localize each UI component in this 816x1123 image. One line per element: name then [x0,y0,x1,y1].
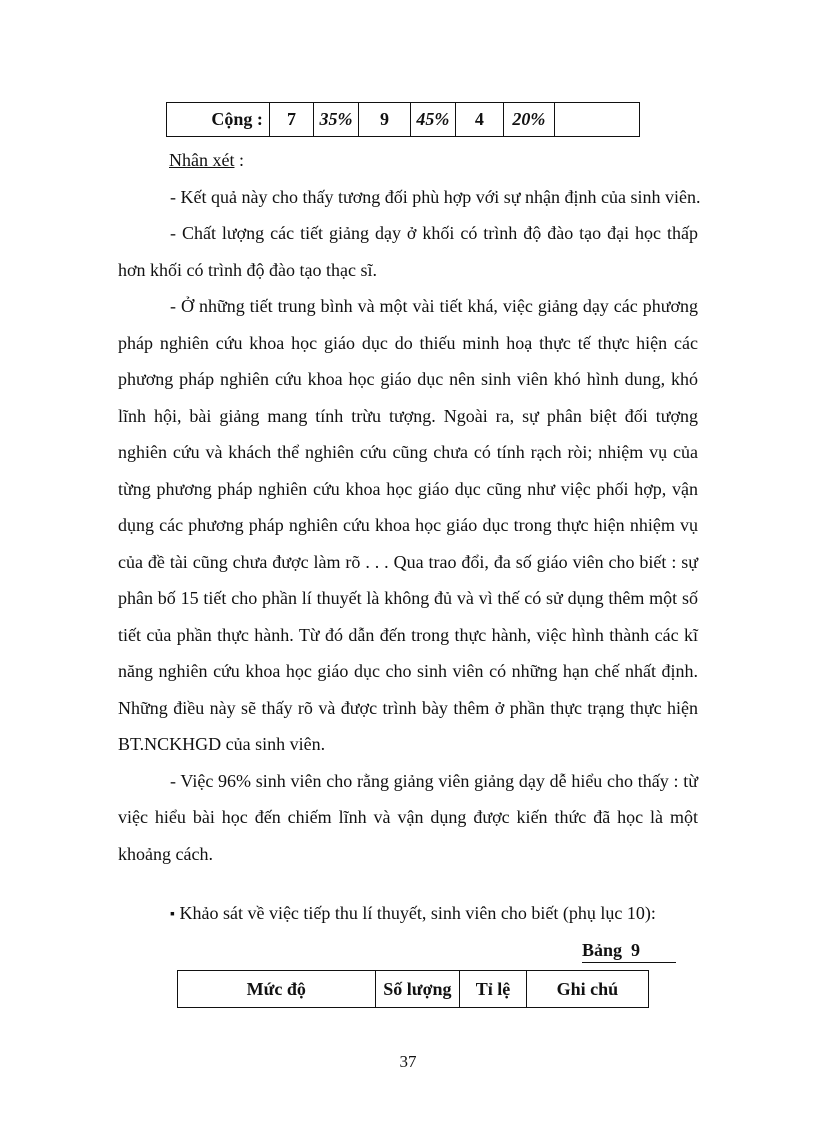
total-count-cell: 7 [269,103,313,137]
remarks-heading-colon: : [234,150,244,170]
table-9 [177,970,649,1008]
survey-text: Khảo sát về việc tiếp thu lí thuyết, sinh viên cho biết (phụ lục 10): [179,903,656,923]
table-row [167,103,640,137]
survey-line [118,895,698,935]
total-percent-cell: 35% [314,103,359,137]
paragraph: - Kết quả này cho thấy tương đối phù hợp với sự nhận định của sinh viên. [170,186,701,207]
column-header: Số lượng [375,971,460,1008]
total-label-cell: Cộng : [167,103,270,137]
table-caption: Bảng 9 [582,938,676,963]
total-count-cell: 4 [455,103,503,137]
square-bullet-icon: ▪ [170,907,175,922]
total-percent-cell: 45% [411,103,456,137]
total-row-table [166,102,640,137]
total-count-cell: 9 [358,103,410,137]
paragraph: - Ở những tiết trung bình và một vài tiết khá, việc giảng dạy các phương pháp nghiên cứu khoa học giáo dục do thiếu minh hoạ thực tế thực hiện các phương pháp nghiên cứu khoa học giáo dục nên sinh viên khó hình dung, khó lĩnh hội, bài giảng mang tính trừu tượng. Ngoài ra, sự phân biệt đối tượng nghiên cứu và khách thể nghiên cứu cũng chưa có tính rạch ròi; nhiệm vụ của từng phương pháp nghiên cứu khoa học giáo dục cũng như việc phối hợp, vận dụng các phương pháp nghiên cứu khoa học giáo dục trong thực hiện nhiệm vụ của đề tài cũng chưa được làm rõ . . . Qua trao đổi, đa số giáo viên cho biết : sự phân bố 15 tiết cho phần lí thuyết là không đủ và vì thế có sử dụng thêm một số tiết của phần thực hành. Từ đó dẫn đến trong thực hành, việc hình thành các kĩ năng nghiên cứu khoa học giáo dục cho sinh viên có những hạn chế nhất định. Những điều này sẽ thấy rõ và được trình bày thêm ở phần thực trạng thực hiện BT.NCKHGD của sinh viên. [118,296,698,754]
page-number: 37 [399,1052,417,1071]
paragraph: - Việc 96% sinh viên cho rằng giảng viên giảng dạy dễ hiểu cho thấy : từ việc hiểu bài học đến chiếm lĩnh và vận dụng được kiến thức đã học là một khoảng cách. [118,770,698,864]
remarks-section [118,142,701,872]
remarks-heading [118,142,698,179]
total-percent-cell: 20% [504,103,555,137]
paragraph: - Chất lượng các tiết giảng dạy ở khối có trình độ đào tạo đại học thấp hơn khối có trình độ đào tạo thạc sĩ. [118,223,698,280]
column-header: Ghi chú [526,971,648,1008]
column-header: Tỉ lệ [460,971,527,1008]
table-header-row [178,971,649,1008]
remarks-heading-text: Nhân xét [169,150,235,170]
total-note-cell [554,103,639,137]
column-header: Mức độ [178,971,376,1008]
